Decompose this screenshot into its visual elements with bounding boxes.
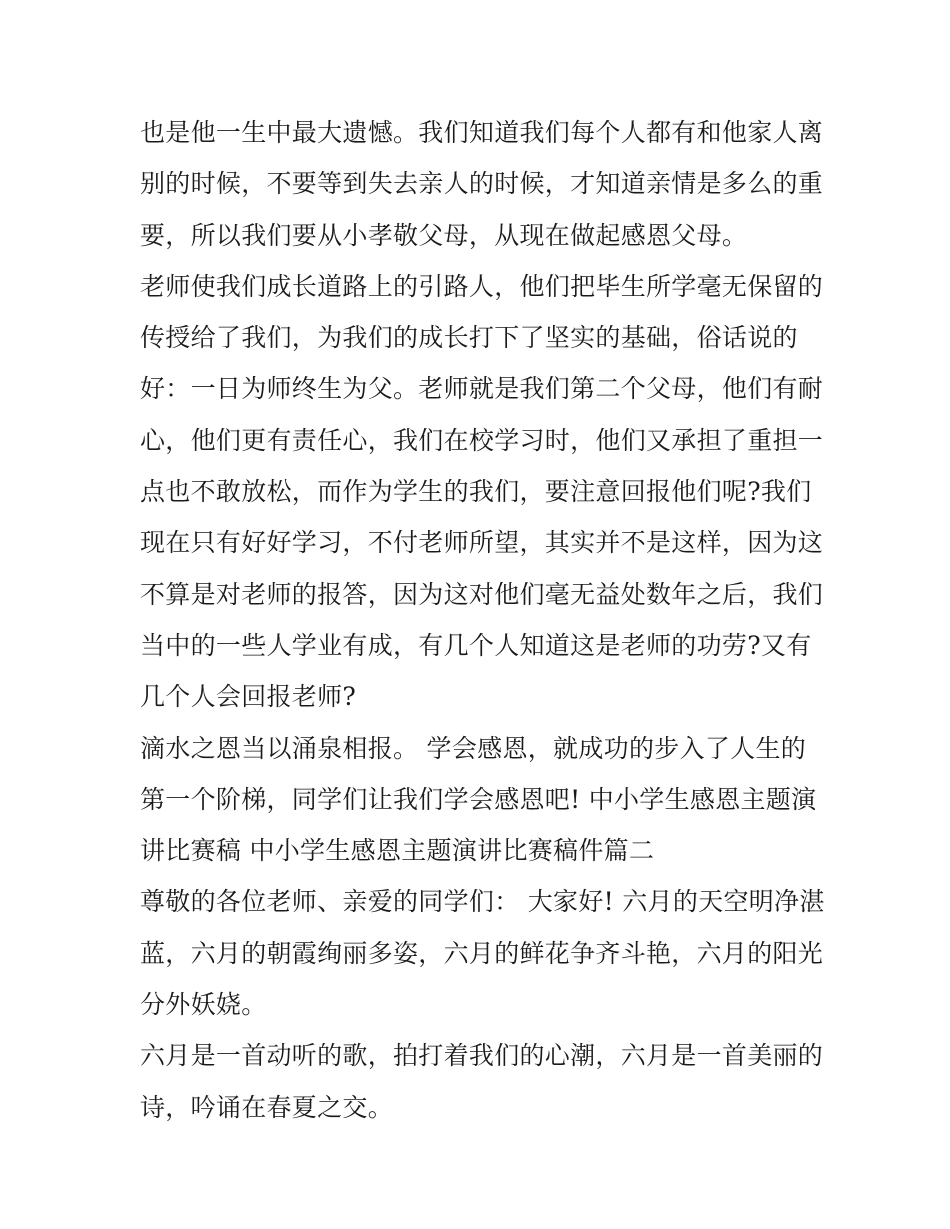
- text-line: 讲比赛稿 中小学生感恩主题演讲比赛稿件篇二: [140, 836, 655, 866]
- text-line: 第一个阶梯，同学们让我们学会感恩吧! 中小学生感恩主题演: [140, 784, 817, 814]
- text-line: 老师使我们成长道路上的引路人，他们把毕生所学毫无保留的: [140, 271, 824, 301]
- text-line: 当中的一些人学业有成，有几个人知道这是老师的功劳?又有: [140, 630, 812, 660]
- text-line: 滴水之恩当以涌泉相报。 学会感恩，就成功的步入了人生的: [140, 733, 807, 763]
- text-line: 诗，吟诵在春夏之交。: [140, 1092, 394, 1122]
- text-line: 心，他们更有责任心，我们在校学习时，他们又承担了重担一: [140, 425, 824, 455]
- text-line: 几个人会回报老师?: [140, 682, 357, 712]
- text-line: 蓝，六月的朝霞绚丽多姿，六月的鲜花争齐斗艳，六月的阳光: [140, 938, 824, 968]
- document-body: [140, 107, 825, 1133]
- text-line: 六月是一首动听的歌，拍打着我们的心潮，六月是一首美丽的: [140, 1041, 824, 1071]
- text-line: 现在只有好好学习，不付老师所望，其实并不是这样，因为这: [140, 528, 824, 558]
- text-line: 要，所以我们要从小孝敬父母，从现在做起感恩父母。: [140, 220, 748, 250]
- text-line: 分外妖娆。: [140, 990, 267, 1020]
- text-line: 别的时候，不要等到失去亲人的时候，才知道亲情是多么的重: [140, 169, 824, 199]
- text-line: 也是他一生中最大遗憾。我们知道我们每个人都有和他家人离: [140, 118, 824, 147]
- text-line: 尊敬的各位老师、亲爱的同学们： 大家好! 六月的天空明净湛: [140, 887, 825, 917]
- text-line: 传授给了我们，为我们的成长打下了坚实的基础，俗话说的: [140, 323, 798, 353]
- text-line: 点也不敢放松，而作为学生的我们，要注意回报他们呢?我们: [140, 477, 812, 507]
- text-line: 不算是对老师的报答，因为这对他们毫无益处数年之后，我们: [140, 579, 824, 609]
- text-line: 好：一日为师终生为父。老师就是我们第二个父母，他们有耐: [140, 374, 824, 404]
